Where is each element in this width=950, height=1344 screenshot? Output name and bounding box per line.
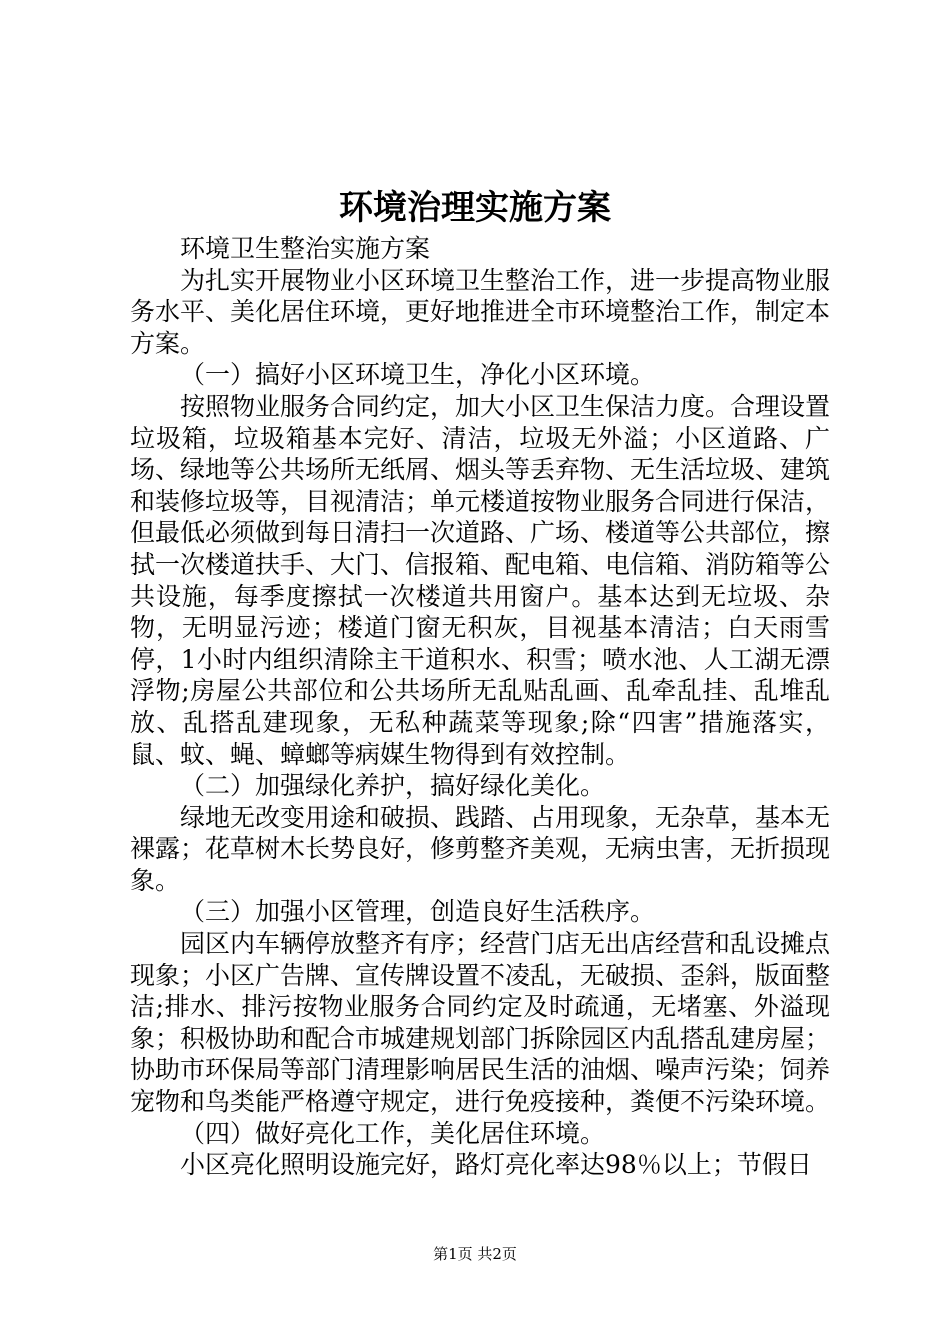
section-body-1: 按照物业服务合同约定，加大小区卫生保洁力度。合理设置垃圾箱，垃圾箱基本完好、清洁，垃圾无外溢；小区道路、广场、绿地等公共场所无纸屑、烟头等丢弃物、无生活垃圾、建筑和装修垃圾等，目视清洁；单元楼道按物业服务合同进行保洁，但最低必须做到每日清扫一次道路、广场、楼道等公共部位，擦拭一次楼道扶手、大门、信报箱、配电箱、电信箱、消防箱等公共设施，每季度擦拭一次楼道共用窗户。基本达到无垃圾、杂物，无明显污迹；楼道门窗无积灰，目视基本清洁；白天雨雪停，1小时内组织清除主干道积水、积雪；喷水池、人工湖无漂浮物;房屋公共部位和公共场所无乱贴乱画、乱牵乱挂、乱堆乱放、乱搭乱建现象，无私种蔬菜等现象;除“四害”措施落实，鼠、蚊、蝇、蟑螂等病媒生物得到有效控制。 — [130, 391, 831, 769]
section-body-3: 园区内车辆停放整齐有序；经营门店无出店经营和乱设摊点现象；小区广告牌、宣传牌设置不凌乱，无破损、歪斜，版面整洁;排水、排污按物业服务合同约定及时疏通，无堵塞、外溢现象；积极协助和配合市城建规划部门拆除园区内乱搭乱建房屋；协助市环保局等部门清理影响居民生活的油烟、噪声污染；饲养宠物和鸟类能严格遵守规定，进行免疫接种，粪便不污染环境。 — [130, 929, 831, 1117]
paragraph-intro: 为扎实开展物业小区环境卫生整治工作，进一步提高物业服务水平、美化居住环境，更好地推进全市环境整治工作，制定本方案。 — [130, 265, 831, 358]
paragraph-subtitle: 环境卫生整治实施方案 — [180, 234, 431, 263]
section-body-2: 绿地无改变用途和破损、践踏、占用现象，无杂草，基本无裸露；花草树木长势良好，修剪整齐美观，无病虫害，无折损现象。 — [130, 802, 831, 895]
section-heading-4: （四）做好亮化工作，美化居住环境。 — [180, 1118, 606, 1148]
section-heading-2: （二）加强绿化养护，搞好绿化美化。 — [180, 771, 606, 801]
page-number-footer: 第1页 共2页 — [433, 1245, 517, 1263]
document-body — [130, 233, 830, 1181]
section-body-4: 小区亮化照明设施完好，路灯亮化率达98％以上；节假日 — [180, 1150, 812, 1180]
section-heading-3: （三）加强小区管理，创造良好生活秩序。 — [180, 897, 656, 927]
document-title: 环境治理实施方案 — [339, 188, 611, 228]
section-heading-1: （一）搞好小区环境卫生，净化小区环境。 — [180, 360, 656, 390]
